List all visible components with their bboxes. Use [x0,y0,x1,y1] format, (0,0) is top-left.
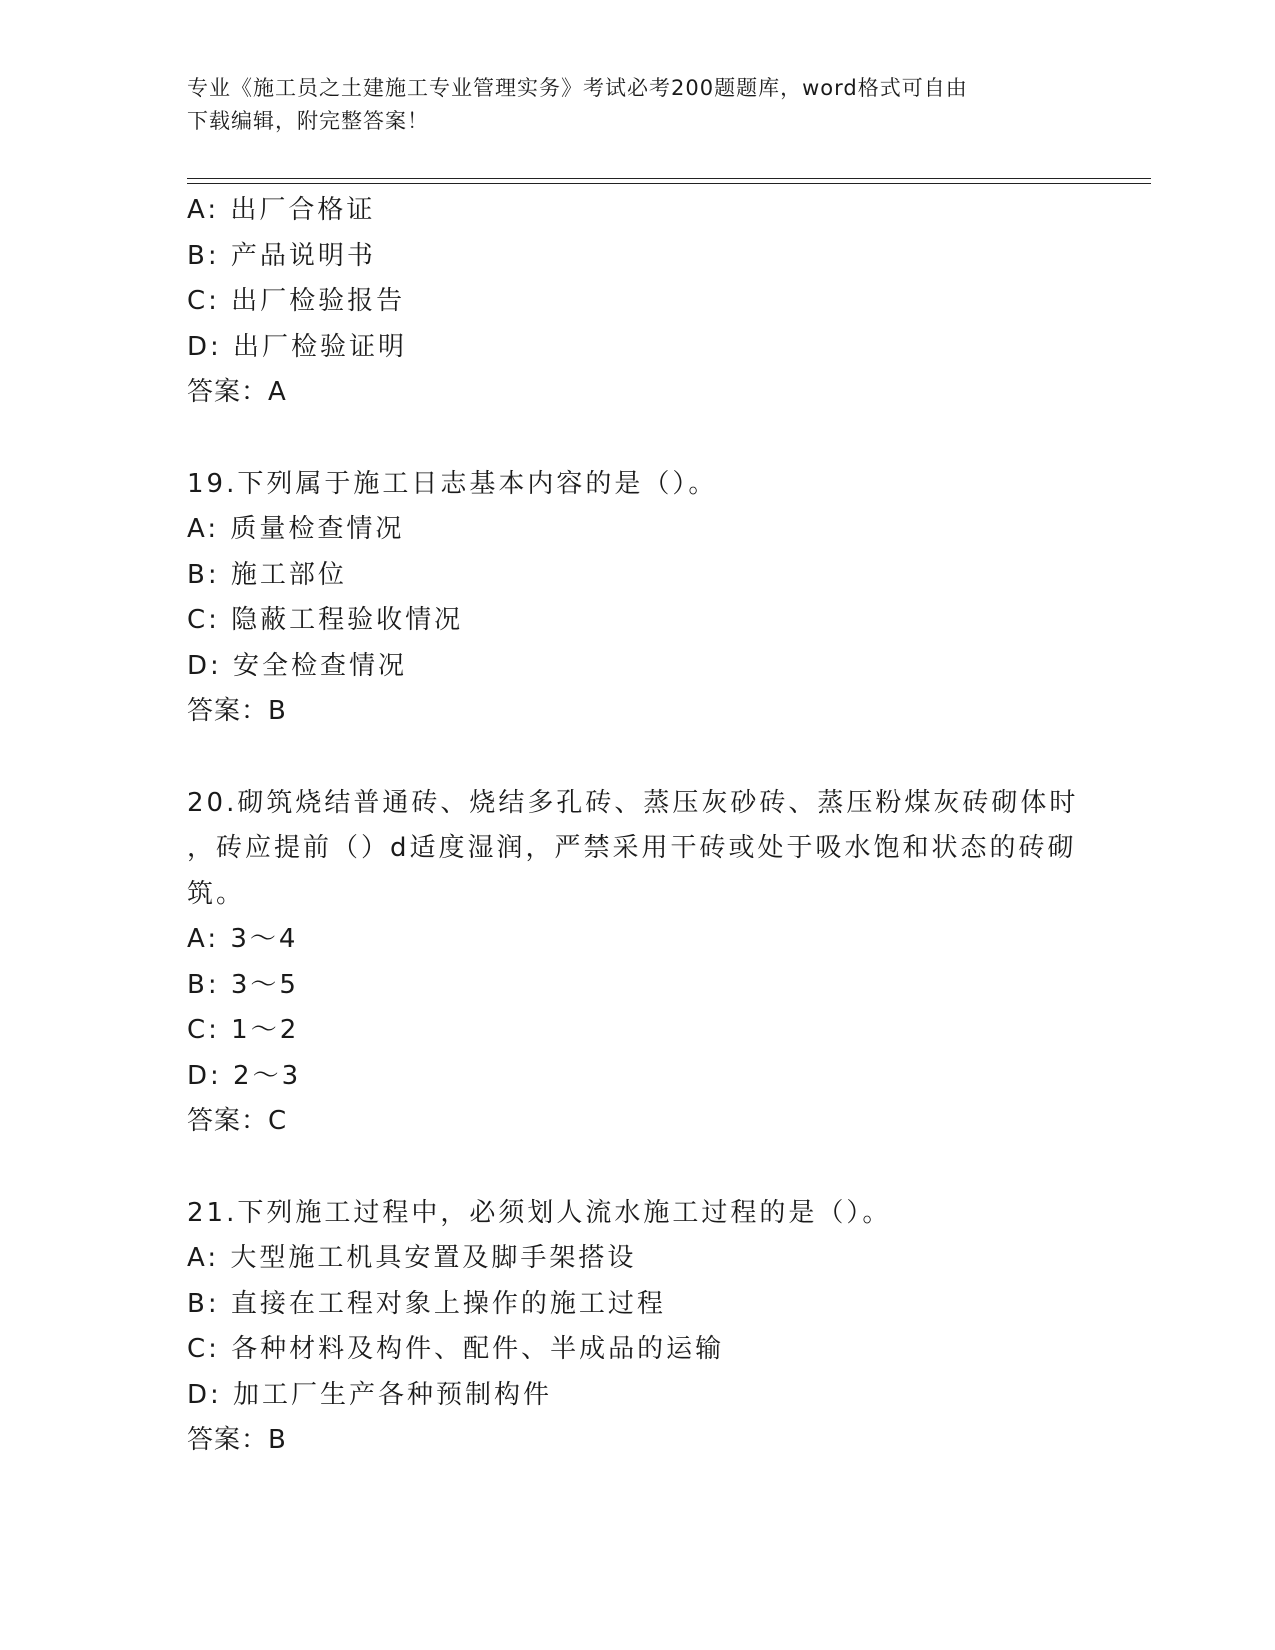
header-line-2: 下载编辑，附完整答案！ [187,109,429,133]
question-text-line-3: 筑。 [187,878,246,909]
question-21 [187,1191,1087,1464]
question-text: 19.下列属于施工日志基本内容的是（）。 [187,468,718,499]
question-list [187,188,1087,1464]
option-c: C: 隐蔽工程验收情况 [187,605,464,635]
option-c: C: 1～2 [187,1015,300,1045]
option-d: D: 出厂检验证明 [187,331,408,362]
option-d: D: 加工厂生产各种预制构件 [187,1379,553,1410]
answer: 答案：B [187,1425,287,1455]
question-text: 21.下列施工过程中，必须划人流水施工过程的是（）。 [187,1197,892,1228]
option-b: B: 产品说明书 [187,240,376,271]
header-divider-top [187,178,1151,179]
answer: 答案：A [187,377,287,407]
option-d: D: 2～3 [187,1060,302,1091]
option-a: A: 出厂合格证 [187,195,376,225]
option-b: B: 3～5 [187,969,299,1000]
option-a: A: 3～4 [187,924,299,954]
option-a: A: 大型施工机具安置及脚手架搭设 [187,1243,637,1273]
question-text-line-1: 20.砌筑烧结普通砖、烧结多孔砖、蒸压灰砂砖、蒸压粉煤灰砖砌体时 [187,787,1079,818]
option-b: B: 施工部位 [187,559,347,590]
option-c: C: 各种材料及构件、配件、半成品的运输 [187,1334,725,1364]
option-c: C: 出厂检验报告 [187,286,406,316]
question-19 [187,462,1087,735]
option-b: B: 直接在工程对象上操作的施工过程 [187,1288,666,1319]
header-divider-bottom [187,183,1151,184]
header-line-1: 专业《施工员之土建施工专业管理实务》考试必考200题题库，word格式可自由 [187,76,968,100]
option-a: A: 质量检查情况 [187,514,405,544]
question-20 [187,781,1087,1145]
question-18 [187,188,1087,416]
option-d: D: 安全检查情况 [187,650,408,681]
question-text-line-2: ，砖应提前（）d适度湿润，严禁采用干砖或处于吸水饱和状态的砖砌 [187,833,1077,863]
answer: 答案：B [187,696,287,726]
answer: 答案：C [187,1106,288,1136]
document-header [187,72,1087,138]
